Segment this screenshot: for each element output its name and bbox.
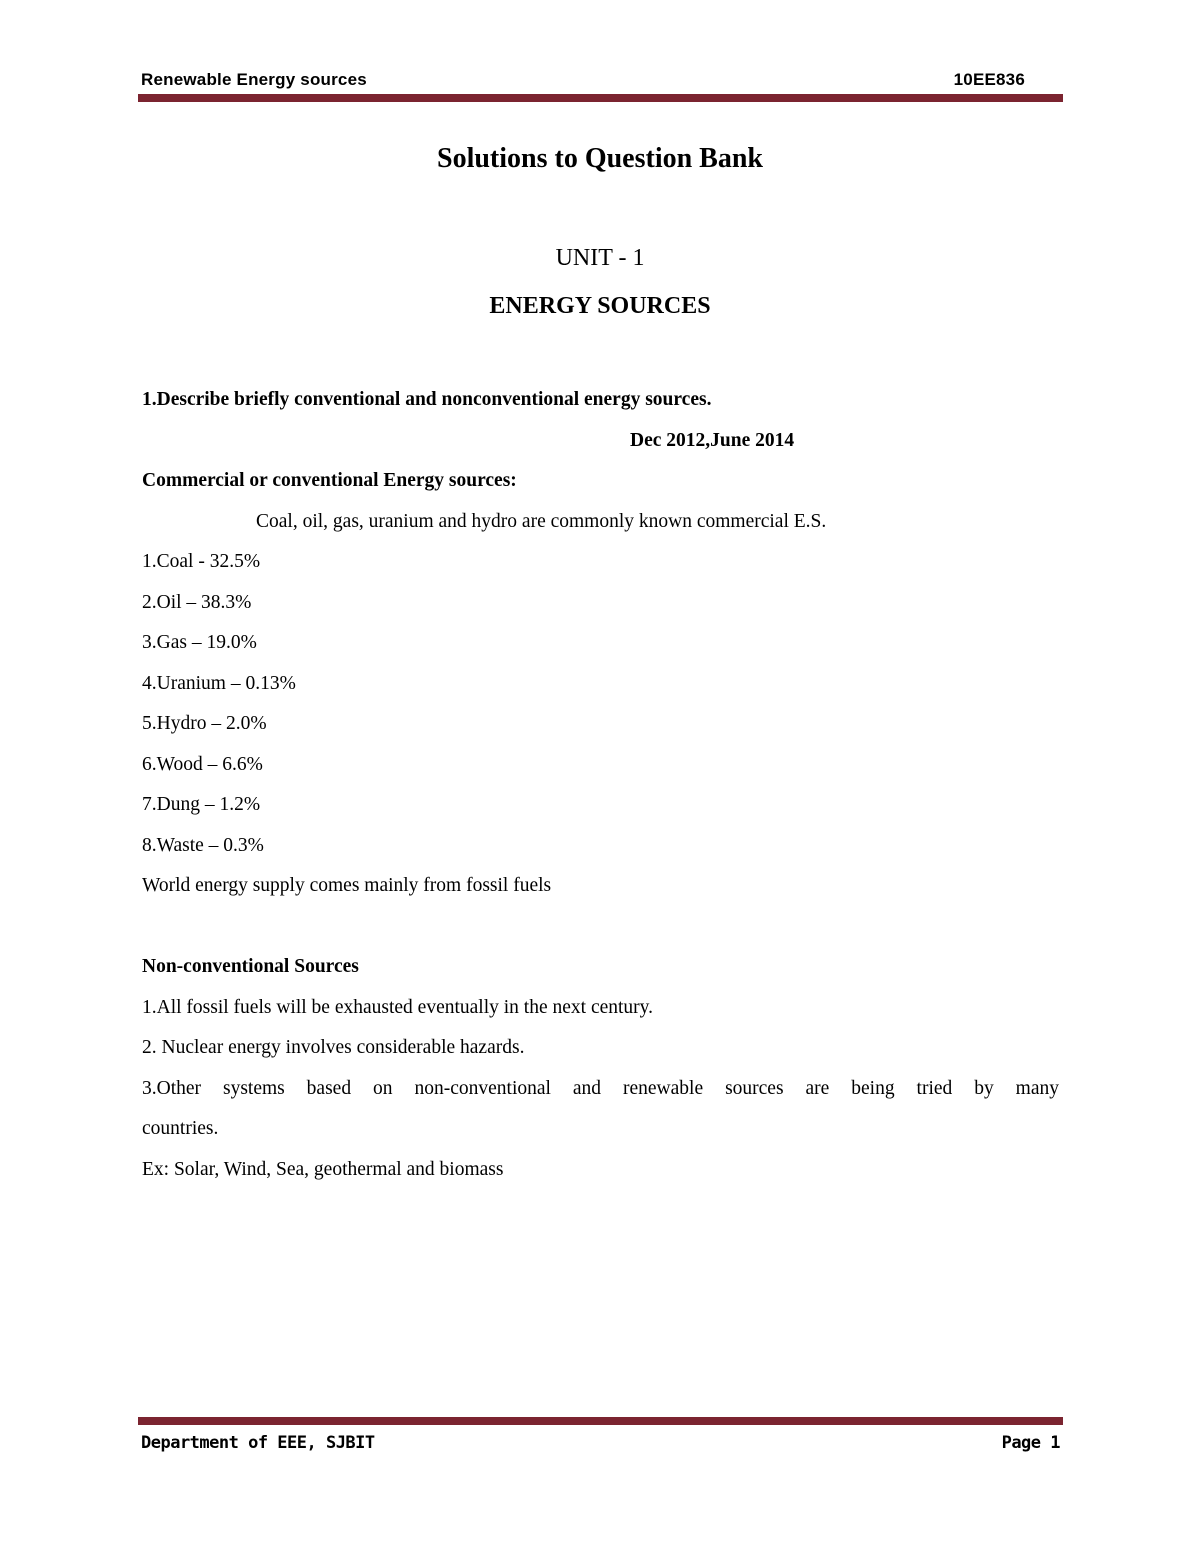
list-item: 6.Wood – 6.6% bbox=[142, 753, 263, 775]
question-dates: Dec 2012,June 2014 bbox=[630, 429, 795, 451]
footer-page-number: Page 1 bbox=[1001, 1433, 1060, 1453]
conventional-intro: Coal, oil, gas, uranium and hydro are commonly known commercial E.S. bbox=[256, 510, 827, 532]
conventional-heading: Commercial or conventional Energy sources: bbox=[142, 470, 517, 491]
footer-rule bbox=[138, 1417, 1063, 1425]
footer-department: Department of EEE, SJBIT bbox=[141, 1433, 375, 1453]
unit-number: UNIT - 1 bbox=[555, 245, 645, 271]
header-course-code: 10EE836 bbox=[953, 70, 1025, 89]
question-text: 1.Describe briefly conventional and nonconventional energy sources. bbox=[142, 389, 712, 410]
unit-name: ENERGY SOURCES bbox=[489, 293, 711, 319]
page-title: Solutions to Question Bank bbox=[437, 143, 763, 174]
document-body bbox=[142, 380, 1059, 1190]
nonconventional-heading: Non-conventional Sources bbox=[142, 956, 359, 977]
list-item: 2. Nuclear energy involves considerable hazards. bbox=[142, 1037, 525, 1058]
list-item: 2.Oil – 38.3% bbox=[142, 591, 252, 613]
list-item: 3.Other systems based on non-conventional and renewable sources are being tried by many bbox=[142, 1077, 1059, 1099]
list-item: 1.Coal - 32.5% bbox=[142, 551, 261, 572]
list-item: 7.Dung – 1.2% bbox=[142, 794, 261, 815]
header-rule bbox=[138, 94, 1063, 102]
list-item: 1.All fossil fuels will be exhausted eventually in the next century. bbox=[142, 996, 654, 1018]
list-item: 3.Gas – 19.0% bbox=[142, 632, 257, 653]
conventional-summary: World energy supply comes mainly from fossil fuels bbox=[142, 875, 552, 896]
paragraph-gap bbox=[142, 907, 1059, 948]
header-course-title: Renewable Energy sources bbox=[141, 70, 367, 89]
list-item: 8.Waste – 0.3% bbox=[142, 834, 264, 856]
list-item: 4.Uranium – 0.13% bbox=[142, 672, 296, 694]
list-item: 5.Hydro – 2.0% bbox=[142, 713, 267, 734]
nonconventional-example: Ex: Solar, Wind, Sea, geothermal and biomass bbox=[142, 1158, 504, 1180]
list-item: countries. bbox=[142, 1118, 219, 1139]
